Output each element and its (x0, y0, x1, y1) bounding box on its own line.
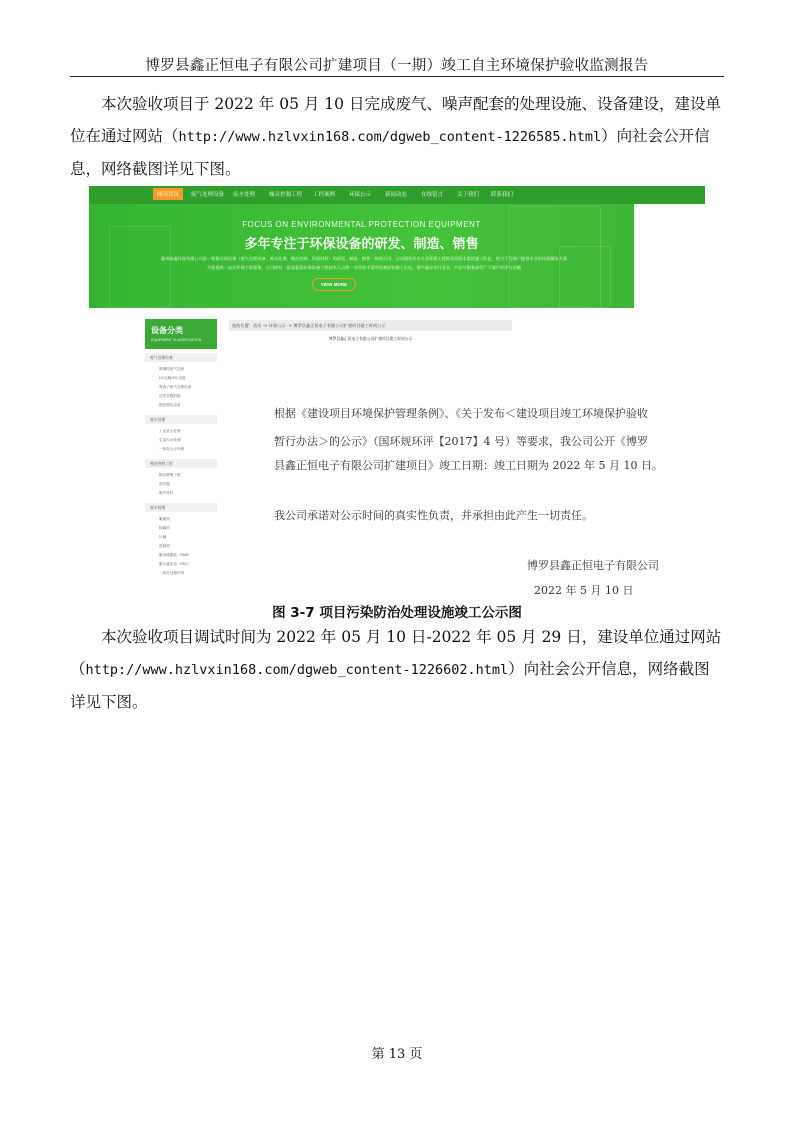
sidebar-item: 消声器 (159, 482, 170, 486)
notice-signature: 博罗县鑫正恒电子有限公司 (527, 559, 659, 572)
nav-item: 工程案例 (313, 192, 336, 198)
paragraph-line (70, 653, 724, 686)
paragraph-line: 本次验收项目调试时间为 2022 年 05 月 10 日-2022 年 05 月 29 日，建设单位通过网站 (101, 628, 722, 646)
sidebar-item: 片碱 (159, 535, 167, 539)
sidebar-item: 生活污水处理 (159, 438, 181, 442)
website-url: http://www.hzlvxin168.com/dgweb_content-1226602.html (85, 662, 509, 678)
notice-page-title: 博罗县鑫正恒电子有限公司扩建项目竣工时间公示 (328, 336, 413, 341)
sidebar-item: 活性炭吸附箱 (159, 394, 181, 398)
figure-caption: 图 3-7 项目污染防治处理设施竣工公示图 (272, 605, 522, 621)
text: ）向社会公开信息，网络截图 (508, 660, 710, 678)
sidebar-item: 混凝剂 (159, 544, 170, 548)
text: ）向社会公开信 (601, 127, 710, 145)
nav-item: 关于我们 (457, 192, 480, 198)
notice-text-line: 暂行办法＞的公示》（国环规环评【2017】4 号）等要求，我公司公开《博罗 (274, 435, 648, 448)
sidebar-item: 聚丙烯酰胺（PAM） (159, 553, 192, 557)
report-header-title: 博罗县鑫正恒电子有限公司扩建项目（一期）竣工自主环境保护验收监测报告 (145, 58, 649, 74)
text: 位在通过网站（ (70, 127, 179, 145)
nav-home: 网站首页 (153, 188, 183, 200)
website-url: http://www.hzlvxin168.com/dgweb_content-1226585.html (178, 129, 602, 145)
sidebar-item: 聚合氯化铝（PAC） (159, 562, 191, 566)
page-number: 第 13 页 (371, 1047, 423, 1062)
notice-date: 2022 年 5 月 10 日 (534, 584, 634, 597)
banner-english-slogan: FOCUS ON ENVIRONMENTAL PROTECTION EQUIPMENT (242, 220, 481, 229)
paragraph-line: 详见下图。 (70, 693, 148, 711)
notice-text-line: 我公司承诺对公示时间的真实性负责，并承担由此产生一切责任。 (274, 509, 593, 522)
nav-item: 废气处理设备 (191, 192, 225, 198)
header-divider (70, 76, 724, 77)
sidebar-category: 噪音控制工程 (145, 459, 217, 468)
website-screenshot (89, 186, 705, 604)
sidebar-item: 工业废水处理 (159, 429, 181, 433)
banner-blank-area (634, 204, 705, 308)
view-more-button: VIEW MORE (312, 278, 356, 291)
text: （ (70, 660, 86, 678)
paragraph-line (70, 120, 724, 153)
sidebar-item: 絮凝剂 (159, 517, 170, 521)
debug-period-paragraph (70, 621, 724, 718)
sidebar-category: 废气处理设备 (145, 353, 217, 362)
sidebar-category: 废水处理 (145, 415, 217, 424)
banner-description: 惠州绿鑫环保有限公司是一家集环保设备（废气处理设备、废水处理、噪音控制、环保材料）的研发、制造、销售一体的公司，公司拥有多名专业环保工程师及经验丰富的施工队伍，致力于为客户提供专业的环保解决方案 (160, 256, 568, 261)
nav-item: 新闻动态 (385, 192, 408, 198)
website-banner (89, 186, 705, 308)
banner-description: 为您提供一站式环保工程服务，公司拥有一批高素质环保设备工程技术人员和一支经验丰富的设备安装施工队伍，客户遍布各行各业，产品与服务深受广大客户好评与信赖 (206, 265, 522, 270)
sidebar-header (145, 319, 217, 349)
nav-item: 联系我们 (491, 192, 514, 198)
website-breadcrumb: 您的位置：首页 -> 环保公示 -> 博罗县鑫正恒电子有限公司扩建项目竣工时间公示 (229, 320, 512, 331)
website-nav (89, 186, 705, 204)
sidebar-item: 吸声材料 (159, 491, 174, 495)
intro-paragraph (70, 88, 724, 185)
sidebar-category: 废水药剂 (145, 503, 217, 512)
sidebar-item: UV光解净化设备 (159, 376, 186, 380)
sidebar-item: 等离子废气处理设备 (159, 385, 192, 389)
paragraph-line: 息，网络截图详见下图。 (70, 160, 241, 178)
banner-title: 多年专注于环保设备的研发、制造、销售 (244, 237, 479, 252)
sidebar-item: 除磷剂 (159, 526, 170, 530)
sidebar-item: 隔音降噪工程 (159, 473, 181, 477)
paragraph-line: 本次验收项目于 2022 年 05 月 10 日完成废气、噪声配套的处理设施、设备建设，建设单 (101, 95, 721, 113)
sidebar-subtitle: EQUIPMENT CLASSIFICATION (151, 338, 202, 342)
nav-item: 环保公示 (349, 192, 372, 198)
sidebar-item: 一体化处理药剂 (159, 571, 185, 575)
nav-item: 废水处理 (233, 192, 256, 198)
sidebar-item: 催化燃烧设备 (159, 403, 181, 407)
nav-item: 在线留言 (421, 192, 444, 198)
notice-text-line: 县鑫正恒电子有限公司扩建项目》竣工日期：竣工日期为 2022 年 5 月 10 日。 (274, 459, 663, 472)
sidebar-title: 设备分类 (151, 326, 183, 335)
sidebar-item: 喷淋塔废气处理 (159, 367, 185, 371)
notice-text-line: 根据《建设项目环境保护管理条例》、《关于发布＜建设项目竣工环境保护验收 (274, 407, 648, 420)
sidebar-item: 一体化污水处理 (159, 447, 185, 451)
equipment-sidebar (145, 319, 217, 604)
nav-item: 噪音控制工程 (269, 192, 303, 198)
